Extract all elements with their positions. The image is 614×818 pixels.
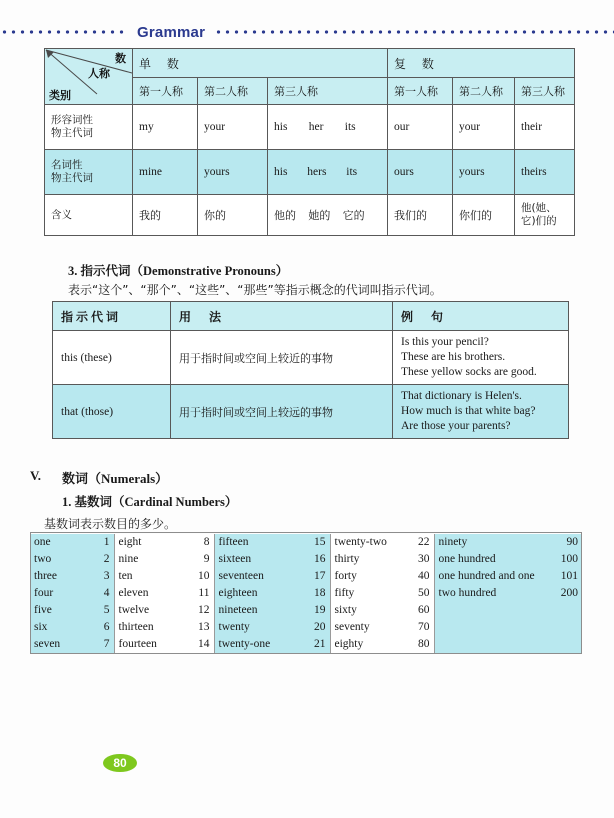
person-header-1p: 第一人称 <box>388 78 453 105</box>
person-header-2p: 第二人称 <box>453 78 515 105</box>
number-value: 4 <box>103 587 110 599</box>
number-word: thirty <box>334 553 360 565</box>
running-header <box>0 20 614 44</box>
group-header-plural: 复 数 <box>388 49 575 78</box>
number-value: 8 <box>203 536 210 548</box>
cell-pronoun-that: that (those) <box>53 385 171 439</box>
cell-adj-3s <box>268 105 388 150</box>
number-word: forty <box>334 570 357 582</box>
cell-mean-3s-fem: 她的 <box>308 209 331 222</box>
number-cell <box>30 602 114 619</box>
table-row <box>30 551 582 568</box>
example-line: Is this your pencil? <box>401 336 489 348</box>
header-examples: 例 句 <box>393 302 569 331</box>
number-cell <box>434 568 582 585</box>
table-row-that <box>53 385 569 439</box>
table-row <box>30 619 582 636</box>
cell-mean-2s: 你的 <box>198 195 268 236</box>
person-header-2s: 第二人称 <box>198 78 268 105</box>
number-value: 20 <box>314 621 326 633</box>
header-pronoun: 指示代词 <box>53 302 171 331</box>
corner-diagonal-cell <box>45 49 133 105</box>
number-value: 30 <box>418 553 430 565</box>
table-row-this <box>53 331 569 385</box>
heading-cardinal-numbers: 1. 基数词（Cardinal Numbers） <box>62 495 238 509</box>
table-row-nominal <box>45 150 575 195</box>
number-value: 60 <box>418 604 430 616</box>
number-cell <box>434 551 582 568</box>
number-word: fifty <box>334 587 355 599</box>
number-cell <box>330 619 434 636</box>
cardinal-numbers-table <box>30 534 582 653</box>
number-cell <box>214 636 330 653</box>
number-value: 90 <box>566 536 578 548</box>
cell-mean-2p: 你们的 <box>453 195 515 236</box>
cell-usage-that: 用于指时间或空间上较远的事物 <box>171 385 393 439</box>
cell-nom-3s-neut: its <box>346 166 358 178</box>
example-line: These are his brothers. <box>401 351 506 363</box>
number-value: 80 <box>418 638 430 650</box>
corner-label-category: 类别 <box>49 89 71 102</box>
number-value: 13 <box>198 621 210 633</box>
number-value: 100 <box>560 553 578 565</box>
table-row <box>30 636 582 653</box>
number-word: fifteen <box>218 536 249 548</box>
cell-examples-this <box>393 331 569 385</box>
number-word: nine <box>118 553 139 565</box>
number-word: seventeen <box>218 570 264 582</box>
number-cell <box>114 585 214 602</box>
table-row <box>30 585 582 602</box>
cell-mean-3s-masc: 他的 <box>274 209 296 222</box>
cell-adj-3p: their <box>515 105 575 150</box>
cell-pronoun-this: this (these) <box>53 331 171 385</box>
number-cell <box>330 602 434 619</box>
number-word: fourteen <box>118 638 157 650</box>
number-word: eighteen <box>218 587 258 599</box>
number-value: 10 <box>198 570 210 582</box>
header-usage: 用 法 <box>171 302 393 331</box>
number-cell <box>434 602 582 619</box>
number-value: 19 <box>314 604 326 616</box>
number-cell <box>214 619 330 636</box>
cell-usage-this: 用于指时间或空间上较近的事物 <box>171 331 393 385</box>
number-word: twelve <box>118 604 150 616</box>
number-cell <box>330 636 434 653</box>
number-value: 1 <box>103 536 110 548</box>
cell-adj-1p: our <box>388 105 453 150</box>
number-value: 7 <box>103 638 110 650</box>
page-title: Grammar <box>137 23 206 41</box>
number-value: 12 <box>198 604 210 616</box>
number-cell <box>214 602 330 619</box>
number-cell <box>114 551 214 568</box>
number-cell <box>214 551 330 568</box>
person-header-3s: 第三人称 <box>268 78 388 105</box>
table-row <box>30 534 582 551</box>
number-cell <box>330 551 434 568</box>
intro-cardinal-numbers: 基数词表示数目的多少。 <box>44 517 177 531</box>
number-word: one <box>34 536 51 548</box>
number-value: 40 <box>418 570 430 582</box>
number-word: four <box>34 587 54 599</box>
intro-demonstrative-pronouns: 表示“这个”、“那个”、“这些”、“那些”等指示概念的代词叫指示代词。 <box>68 283 442 297</box>
number-word: one hundred and one <box>438 570 535 582</box>
table-row-adjectival <box>45 105 575 150</box>
number-word: seven <box>34 638 61 650</box>
person-header-3p: 第三人称 <box>515 78 575 105</box>
row-label-adjectival: 形容词性 物主代词 <box>45 105 133 150</box>
example-line: Are those your parents? <box>401 420 511 432</box>
number-cell <box>30 585 114 602</box>
number-word: twenty-two <box>334 536 387 548</box>
cell-adj-2s: your <box>198 105 268 150</box>
number-cell <box>330 585 434 602</box>
number-value: 101 <box>560 570 578 582</box>
header-dotted-rule-right <box>214 30 614 34</box>
number-value: 18 <box>314 587 326 599</box>
number-word: twenty <box>218 621 250 633</box>
number-value: 50 <box>418 587 430 599</box>
number-cell <box>434 585 582 602</box>
number-value: 14 <box>198 638 210 650</box>
row-label-nominal: 名词性 物主代词 <box>45 150 133 195</box>
cell-nom-2s: yours <box>198 150 268 195</box>
table-header-row <box>45 49 575 78</box>
number-cell <box>30 534 114 551</box>
number-word: thirteen <box>118 621 154 633</box>
table-row <box>30 568 582 585</box>
cell-nom-2p: yours <box>453 150 515 195</box>
cell-nom-3s-fem: hers <box>307 166 327 178</box>
number-value: 5 <box>103 604 110 616</box>
number-value: 70 <box>418 621 430 633</box>
number-value: 22 <box>418 536 430 548</box>
cell-nom-3s <box>268 150 388 195</box>
cell-mean-3p: 他(她、 它)们的 <box>515 195 575 236</box>
number-value: 21 <box>314 638 326 650</box>
number-word: two hundred <box>438 587 497 599</box>
heading-demonstrative-pronouns: 3. 指示代词（Demonstrative Pronouns） <box>68 264 289 278</box>
cell-mean-1p: 我们的 <box>388 195 453 236</box>
number-word: six <box>34 621 48 633</box>
cell-nom-3p: theirs <box>515 150 575 195</box>
row-label-meaning: 含义 <box>45 195 133 236</box>
number-word: two <box>34 553 52 565</box>
cell-nom-1s: mine <box>133 150 198 195</box>
number-word: five <box>34 604 52 616</box>
number-word: sixty <box>334 604 357 616</box>
cell-adj-3s-neut: its <box>344 121 356 133</box>
cell-mean-3s <box>268 195 388 236</box>
cell-adj-3s-masc: his <box>274 121 288 133</box>
number-value: 11 <box>198 587 210 599</box>
number-value: 3 <box>103 570 110 582</box>
possessive-pronouns-table <box>44 48 575 236</box>
number-word: ten <box>118 570 133 582</box>
table-row <box>30 602 582 619</box>
cell-mean-1s: 我的 <box>133 195 198 236</box>
corner-label-person: 人称 <box>88 67 110 80</box>
number-cell <box>434 636 582 653</box>
number-word: three <box>34 570 57 582</box>
number-word: eight <box>118 536 142 548</box>
example-line: That dictionary is Helen's. <box>401 390 522 402</box>
heading-numerals: 数词（Numerals） <box>62 471 169 486</box>
cell-mean-3s-neut: 它的 <box>342 209 365 222</box>
number-cell <box>114 602 214 619</box>
number-cell <box>114 636 214 653</box>
number-value: 2 <box>103 553 110 565</box>
cell-adj-3s-fem: her <box>308 121 324 133</box>
number-value: 17 <box>314 570 326 582</box>
cell-examples-that <box>393 385 569 439</box>
number-cell <box>330 568 434 585</box>
page-number-badge: 80 <box>103 754 137 772</box>
cell-adj-1s: my <box>133 105 198 150</box>
number-cell <box>114 619 214 636</box>
number-word: eighty <box>334 638 364 650</box>
cell-adj-2p: your <box>453 105 515 150</box>
number-cell <box>214 585 330 602</box>
number-cell <box>434 619 582 636</box>
demonstrative-pronouns-table <box>52 301 569 439</box>
number-word: seventy <box>334 621 370 633</box>
person-header-1s: 第一人称 <box>133 78 198 105</box>
number-word: one hundred <box>438 553 496 565</box>
number-cell <box>330 534 434 551</box>
number-cell <box>114 534 214 551</box>
number-cell <box>30 636 114 653</box>
example-line: These yellow socks are good. <box>401 366 537 378</box>
number-cell <box>30 551 114 568</box>
number-value: 15 <box>314 536 326 548</box>
cell-nom-1p: ours <box>388 150 453 195</box>
number-cell <box>114 568 214 585</box>
table-header-row <box>53 302 569 331</box>
number-word: eleven <box>118 587 149 599</box>
corner-label-number: 数 <box>115 52 126 65</box>
number-cell <box>214 534 330 551</box>
number-cell <box>30 568 114 585</box>
number-word: nineteen <box>218 604 258 616</box>
number-word: twenty-one <box>218 638 271 650</box>
number-word: ninety <box>438 536 468 548</box>
group-header-singular: 单 数 <box>133 49 388 78</box>
number-cell <box>434 534 582 551</box>
number-value: 16 <box>314 553 326 565</box>
number-cell <box>30 619 114 636</box>
cell-nom-3s-masc: his <box>274 166 288 178</box>
number-value: 200 <box>560 587 578 599</box>
number-value: 9 <box>203 553 210 565</box>
number-cell <box>214 568 330 585</box>
example-line: How much is that white bag? <box>401 405 536 417</box>
section-roman-numeral: V. <box>30 468 41 483</box>
number-value: 6 <box>103 621 110 633</box>
table-row-meaning <box>45 195 575 236</box>
header-dotted-rule-left <box>0 30 128 34</box>
number-word: sixteen <box>218 553 252 565</box>
